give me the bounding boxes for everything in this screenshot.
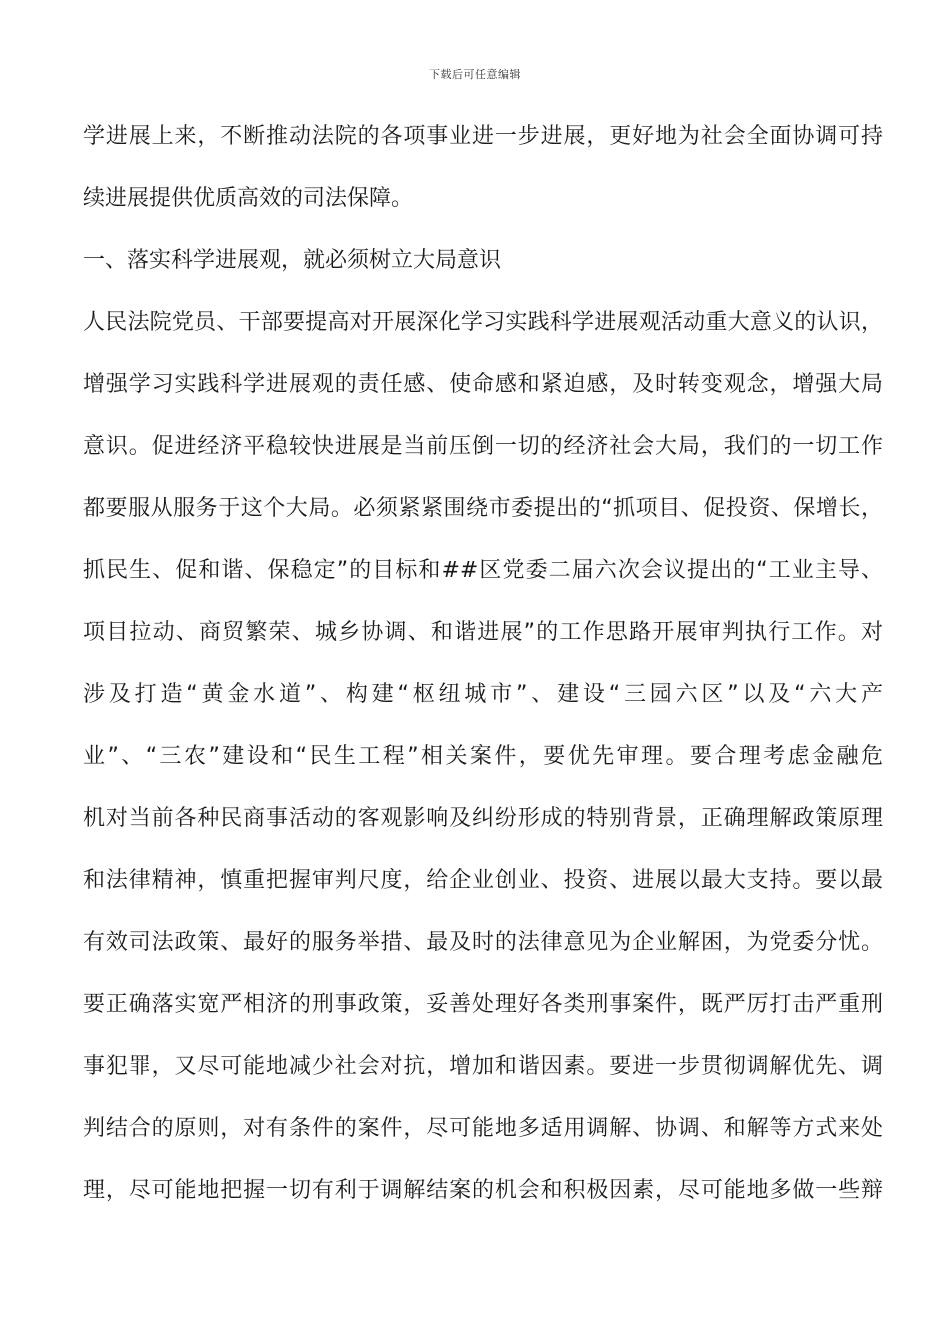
document-body: [83, 112, 883, 1228]
body-line: 判结合的原则，对有条件的案件，尽可能地多适用调解、协调、和解等方式来处: [83, 1116, 883, 1141]
body-line: 续进展提供优质高效的司法保障。: [83, 186, 414, 211]
body-line: 事犯罪，又尽可能地减少社会对抗，增加和谐因素。要进一步贯彻调解优先、调: [83, 1054, 883, 1079]
body-line: 要正确落实宽严相济的刑事政策，妥善处理好各类刑事案件，既严厉打击严重刑: [83, 992, 883, 1017]
body-line: 项目拉动、商贸繁荣、城乡协调、和谐进展”的工作思路开展审判执行工作。对: [83, 620, 883, 645]
section-heading: 一、落实科学进展观，就必须树立大局意识: [83, 248, 502, 273]
body-line: 和法律精神，慎重把握审判尺度，给企业创业、投资、进展以最大支持。要以最: [83, 868, 883, 893]
body-line: 涉及打造“黄金水道”、构建“枢纽城市”、建设“三园六区”以及“六大产: [83, 682, 883, 707]
body-line: 增强学习实践科学进展观的责任感、使命感和紧迫感，及时转变观念，增强大局: [83, 372, 883, 397]
body-line: 学进展上来，不断推动法院的各项事业进一步进展，更好地为社会全面协调可持: [83, 124, 883, 149]
body-line: 都要服从服务于这个大局。必须紧紧围绕市委提出的“抓项目、促投资、保增长，: [83, 496, 883, 521]
body-line: 有效司法政策、最好的服务举措、最及时的法律意见为企业解困，为党委分忧。: [83, 930, 883, 955]
body-line: 理，尽可能地把握一切有利于调解结案的机会和积极因素，尽可能地多做一些辩: [83, 1178, 883, 1203]
body-line: 抓民生、促和谐、保稳定”的目标和##区党委二届六次会议提出的“工业主导、: [83, 558, 883, 583]
body-line: 机对当前各种民商事活动的客观影响及纠纷形成的特别背景，正确理解政策原理: [83, 806, 883, 831]
body-line: 意识。促进经济平稳较快进展是当前压倒一切的经济社会大局，我们的一切工作: [83, 434, 883, 459]
body-line: 业”、“三农”建设和“民生工程”相关案件，要优先审理。要合理考虑金融危: [83, 744, 883, 769]
body-line: 人民法院党员、干部要提高对开展深化学习实践科学进展观活动重大意义的认识，: [83, 310, 883, 335]
page-header: 下载后可任意编辑: [429, 68, 521, 81]
